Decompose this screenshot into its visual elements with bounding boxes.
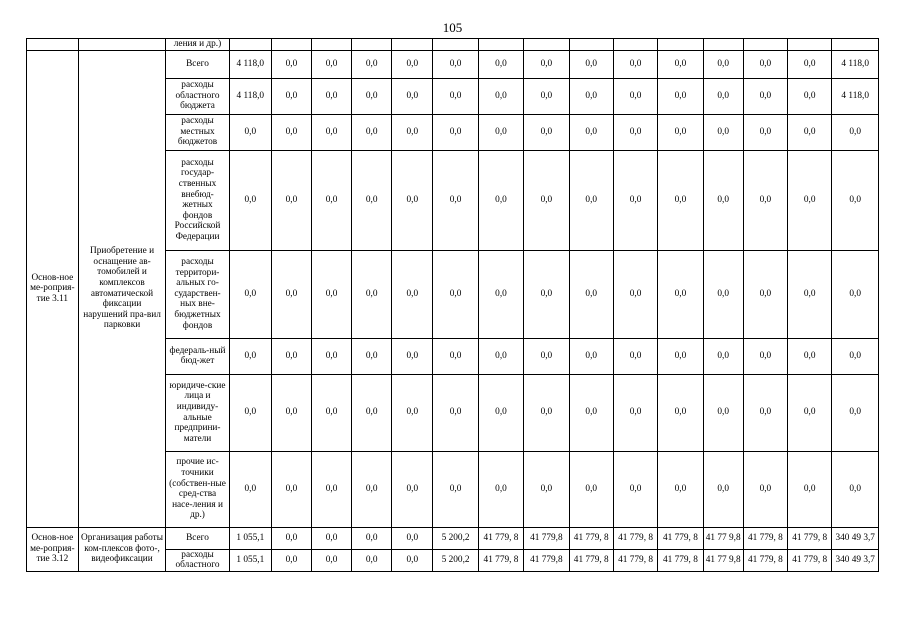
value-cell: 41 779, 8: [613, 549, 657, 571]
empty-cell: [271, 39, 311, 51]
value-cell: 41 779, 8: [478, 527, 523, 549]
value-cell: 0,0: [352, 527, 392, 549]
value-cell: 0,0: [658, 451, 703, 527]
value-cell: 0,0: [478, 50, 523, 78]
value-cell: 4 118,0: [832, 50, 879, 78]
value-cell: 0,0: [743, 250, 787, 338]
value-cell: 0,0: [433, 150, 478, 250]
value-cell: 41 779, 8: [478, 549, 523, 571]
value-cell: 0,0: [524, 451, 569, 527]
value-cell: 0,0: [352, 78, 392, 114]
value-cell: 0,0: [312, 527, 352, 549]
value-cell: 0,0: [271, 78, 311, 114]
empty-cell: [658, 39, 703, 51]
value-cell: 1 055,1: [229, 549, 271, 571]
value-cell: 0,0: [788, 50, 832, 78]
source-cell: расходы территори-альных го-сударствен-ных вне-бюджетных фондов: [166, 250, 229, 338]
value-cell: 0,0: [433, 338, 478, 374]
value-cell: 0,0: [743, 451, 787, 527]
value-cell: 0,0: [271, 114, 311, 150]
value-cell: 0,0: [392, 114, 433, 150]
value-cell: 0,0: [352, 374, 392, 451]
value-cell: 0,0: [352, 338, 392, 374]
source-cell: прочие ис-точники (собствен-ные сред-ства насе-ления и др.): [166, 451, 229, 527]
value-cell: 0,0: [392, 451, 433, 527]
value-cell: 0,0: [703, 374, 743, 451]
value-cell: 0,0: [271, 338, 311, 374]
value-cell: 0,0: [743, 114, 787, 150]
value-cell: 0,0: [832, 114, 879, 150]
value-cell: 4 118,0: [229, 78, 271, 114]
value-cell: 0,0: [569, 374, 613, 451]
value-cell: 0,0: [312, 250, 352, 338]
value-cell: 0,0: [433, 78, 478, 114]
value-cell: 0,0: [569, 50, 613, 78]
empty-cell: [613, 39, 657, 51]
empty-cell: [312, 39, 352, 51]
value-cell: 41 779, 8: [743, 549, 787, 571]
source-cell: юридиче-ские лица и индивиду-альные предприни-матели: [166, 374, 229, 451]
value-cell: 0,0: [788, 250, 832, 338]
value-cell: 0,0: [433, 250, 478, 338]
value-cell: 0,0: [613, 114, 657, 150]
value-cell: 0,0: [658, 374, 703, 451]
value-cell: 0,0: [788, 150, 832, 250]
value-cell: 0,0: [271, 451, 311, 527]
value-cell: 0,0: [524, 50, 569, 78]
event-code-cell: Основ-ное ме-роприя-тие 3.11: [27, 50, 79, 527]
event-name-cell: Приобретение и оснащение ав-томобилей и комплексов автоматической фиксации нарушений пра-вил парковки: [78, 50, 166, 527]
value-cell: 0,0: [433, 374, 478, 451]
value-cell: 41 779,8: [524, 549, 569, 571]
event-code-cell: Основ-ное ме-роприя-тие 3.12: [27, 527, 79, 571]
value-cell: 0,0: [524, 338, 569, 374]
value-cell: 0,0: [392, 150, 433, 250]
empty-cell: [524, 39, 569, 51]
source-cell: расходы местных бюджетов: [166, 114, 229, 150]
value-cell: 4 118,0: [832, 78, 879, 114]
empty-cell: [433, 39, 478, 51]
value-cell: 0,0: [788, 451, 832, 527]
empty-cell: [832, 39, 879, 51]
value-cell: 0,0: [788, 338, 832, 374]
value-cell: 41 77 9,8: [703, 549, 743, 571]
value-cell: 41 779, 8: [569, 527, 613, 549]
empty-cell: [229, 39, 271, 51]
event-name-cell: Организация работы ком-плексов фото-, видеофиксации: [78, 527, 166, 571]
value-cell: 0,0: [832, 150, 879, 250]
value-cell: 0,0: [312, 50, 352, 78]
value-cell: 0,0: [569, 338, 613, 374]
value-cell: 340 49 3,7: [832, 549, 879, 571]
value-cell: 0,0: [392, 250, 433, 338]
value-cell: 0,0: [658, 50, 703, 78]
value-cell: 0,0: [743, 78, 787, 114]
value-cell: 0,0: [613, 50, 657, 78]
value-cell: 0,0: [524, 78, 569, 114]
value-cell: 0,0: [743, 50, 787, 78]
value-cell: 0,0: [832, 451, 879, 527]
value-cell: 0,0: [788, 114, 832, 150]
value-cell: 0,0: [658, 150, 703, 250]
empty-cell: [478, 39, 523, 51]
value-cell: 4 118,0: [229, 50, 271, 78]
value-cell: 0,0: [229, 374, 271, 451]
empty-cell: [27, 39, 79, 51]
value-cell: 0,0: [312, 150, 352, 250]
value-cell: 0,0: [312, 114, 352, 150]
source-cell: федераль-ный бюд-жет: [166, 338, 229, 374]
value-cell: 0,0: [229, 250, 271, 338]
value-cell: 0,0: [392, 549, 433, 571]
value-cell: 0,0: [743, 150, 787, 250]
value-cell: 41 779,8: [524, 527, 569, 549]
table-row: [27, 39, 879, 51]
value-cell: 0,0: [703, 451, 743, 527]
value-cell: 0,0: [524, 374, 569, 451]
value-cell: 0,0: [478, 451, 523, 527]
value-cell: 41 779, 8: [743, 527, 787, 549]
value-cell: 0,0: [352, 250, 392, 338]
value-cell: 0,0: [271, 50, 311, 78]
value-cell: 0,0: [788, 374, 832, 451]
value-cell: 0,0: [613, 338, 657, 374]
value-cell: 0,0: [229, 150, 271, 250]
value-cell: 0,0: [478, 78, 523, 114]
value-cell: 0,0: [613, 374, 657, 451]
value-cell: 0,0: [312, 451, 352, 527]
empty-cell: [78, 39, 166, 51]
value-cell: 0,0: [352, 50, 392, 78]
value-cell: 0,0: [229, 451, 271, 527]
source-cell: расходы областного бюджета: [166, 78, 229, 114]
value-cell: 0,0: [703, 78, 743, 114]
value-cell: 0,0: [569, 451, 613, 527]
value-cell: 0,0: [478, 114, 523, 150]
value-cell: 0,0: [478, 150, 523, 250]
value-cell: 0,0: [658, 78, 703, 114]
budget-table: [26, 38, 879, 572]
value-cell: 0,0: [658, 250, 703, 338]
value-cell: 0,0: [312, 78, 352, 114]
value-cell: 0,0: [613, 250, 657, 338]
value-cell: 5 200,2: [433, 549, 478, 571]
value-cell: 0,0: [312, 338, 352, 374]
value-cell: 41 779, 8: [658, 549, 703, 571]
value-cell: 0,0: [703, 114, 743, 150]
value-cell: 0,0: [703, 338, 743, 374]
value-cell: 0,0: [433, 451, 478, 527]
value-cell: 0,0: [658, 338, 703, 374]
value-cell: 0,0: [229, 114, 271, 150]
empty-cell: [743, 39, 787, 51]
page-number: 105: [442, 20, 463, 35]
value-cell: 41 779, 8: [613, 527, 657, 549]
value-cell: 0,0: [658, 114, 703, 150]
value-cell: 0,0: [832, 338, 879, 374]
value-cell: 0,0: [743, 338, 787, 374]
source-cell: расходы областного: [166, 549, 229, 571]
value-cell: 0,0: [352, 549, 392, 571]
value-cell: 0,0: [478, 338, 523, 374]
empty-cell: [703, 39, 743, 51]
value-cell: 0,0: [352, 114, 392, 150]
value-cell: 0,0: [569, 114, 613, 150]
value-cell: 0,0: [613, 150, 657, 250]
value-cell: 41 779, 8: [788, 527, 832, 549]
empty-cell: [788, 39, 832, 51]
value-cell: 0,0: [569, 250, 613, 338]
value-cell: 340 49 3,7: [832, 527, 879, 549]
source-cell: Всего: [166, 527, 229, 549]
value-cell: 0,0: [352, 150, 392, 250]
value-cell: 0,0: [312, 374, 352, 451]
value-cell: 0,0: [352, 451, 392, 527]
source-cell: расходы государ-ственных внебюд-жетных фондов Российской Федерации: [166, 150, 229, 250]
value-cell: 0,0: [312, 549, 352, 571]
value-cell: 0,0: [392, 527, 433, 549]
empty-cell: [392, 39, 433, 51]
value-cell: 5 200,2: [433, 527, 478, 549]
value-cell: 0,0: [433, 114, 478, 150]
value-cell: 0,0: [392, 374, 433, 451]
value-cell: 0,0: [229, 338, 271, 374]
value-cell: 0,0: [392, 50, 433, 78]
value-cell: 0,0: [478, 250, 523, 338]
value-cell: 0,0: [743, 374, 787, 451]
value-cell: 0,0: [271, 374, 311, 451]
empty-cell: [569, 39, 613, 51]
value-cell: 0,0: [613, 78, 657, 114]
value-cell: 0,0: [832, 374, 879, 451]
table-row: [27, 50, 879, 78]
table-row: [27, 527, 879, 549]
value-cell: 0,0: [703, 250, 743, 338]
value-cell: 0,0: [478, 374, 523, 451]
value-cell: 0,0: [703, 50, 743, 78]
value-cell: 0,0: [703, 150, 743, 250]
value-cell: 0,0: [392, 78, 433, 114]
value-cell: 0,0: [271, 549, 311, 571]
empty-cell: [352, 39, 392, 51]
value-cell: 0,0: [832, 250, 879, 338]
value-cell: 1 055,1: [229, 527, 271, 549]
value-cell: 0,0: [524, 150, 569, 250]
value-cell: 0,0: [569, 150, 613, 250]
value-cell: 0,0: [524, 250, 569, 338]
value-cell: 0,0: [392, 338, 433, 374]
value-cell: 0,0: [524, 114, 569, 150]
value-cell: 0,0: [569, 78, 613, 114]
value-cell: 41 779, 8: [569, 549, 613, 571]
value-cell: 41 779, 8: [658, 527, 703, 549]
value-cell: 41 77 9,8: [703, 527, 743, 549]
value-cell: 0,0: [271, 527, 311, 549]
value-cell: 0,0: [271, 250, 311, 338]
source-cell: ления и др.): [166, 39, 229, 51]
value-cell: 41 779, 8: [788, 549, 832, 571]
value-cell: 0,0: [613, 451, 657, 527]
value-cell: 0,0: [788, 78, 832, 114]
value-cell: 0,0: [271, 150, 311, 250]
value-cell: 0,0: [433, 50, 478, 78]
source-cell: Всего: [166, 50, 229, 78]
